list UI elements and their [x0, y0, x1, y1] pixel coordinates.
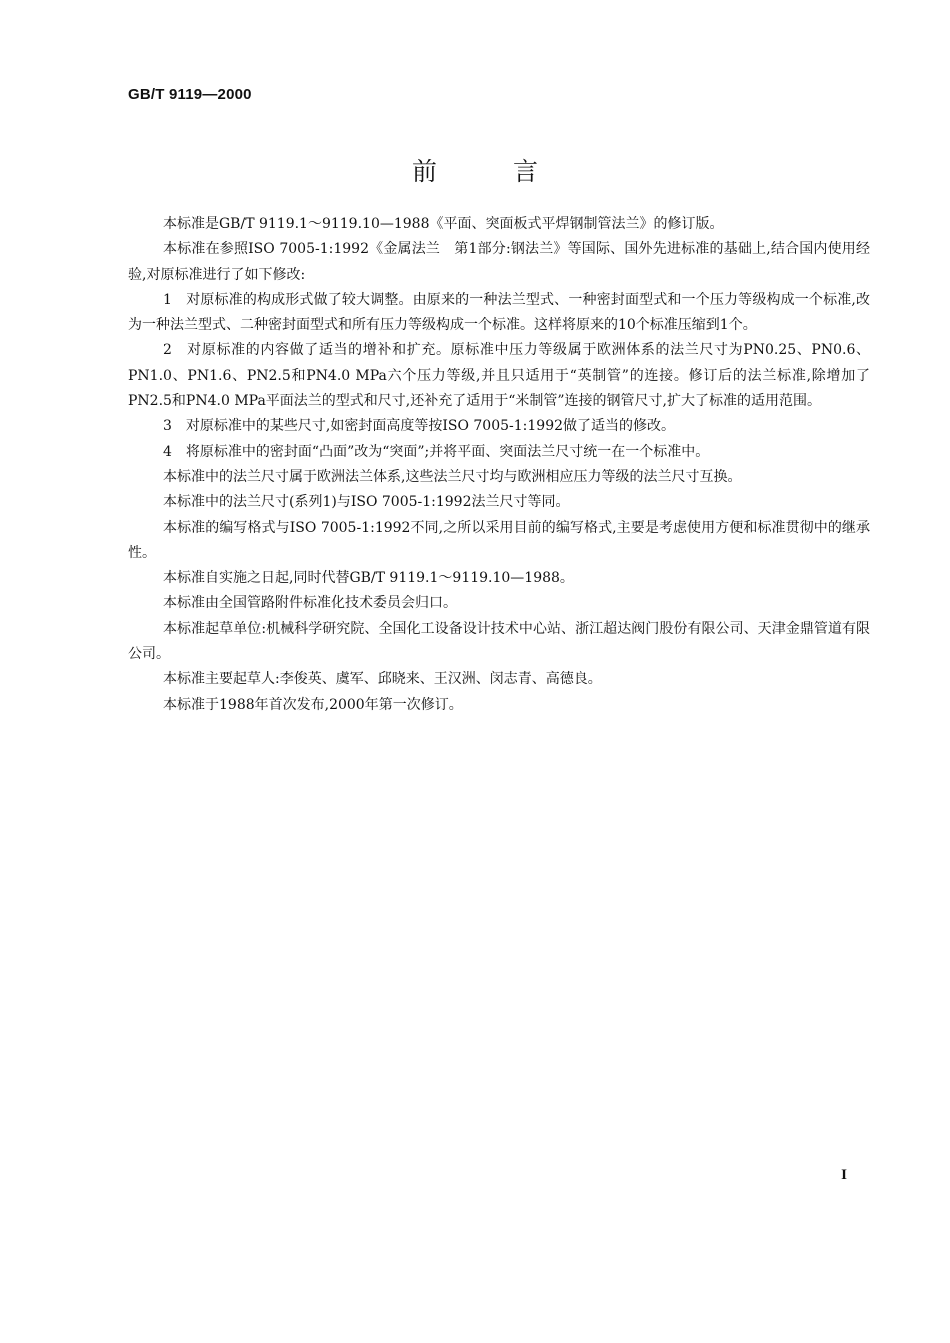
paragraph-publication-history: 本标准于1988年首次发布,2000年第一次修订。 — [163, 696, 463, 713]
paragraph-change-4: 4 将原标准中的密封面“凸面”改为“突面”;并将平面、突面法兰尺寸统一在一个标准中。 — [163, 443, 710, 460]
paragraph-change-3: 3 对原标准中的某些尺寸,如密封面高度等按ISO 7005-1:1992做了适当的修改。 — [163, 418, 676, 435]
paragraph-flange-system: 本标准中的法兰尺寸属于欧洲法兰体系,这些法兰尺寸均与欧洲相应压力等级的法兰尺寸互换。 — [163, 468, 742, 485]
paragraph-drafting-units: 本标准起草单位:机械科学研究院、全国化工设备设计技术中心站、浙江超达阀门股份有限公司、天津金鼎管道有限公司。 — [128, 620, 870, 663]
page-title-char-2: 言 — [513, 157, 539, 186]
paragraph-format: 本标准的编写格式与ISO 7005-1:1992不同,之所以采用目前的编写格式,主要是考虑使用方便和标准贯彻中的继承性。 — [128, 519, 870, 561]
paragraph-drafters: 本标准主要起草人:李俊英、虞军、邱晓来、王汉洲、闵志青、高德良。 — [163, 671, 602, 688]
page-title — [0, 152, 950, 188]
standard-code: GB/T 9119—2000 — [128, 86, 252, 103]
page-title-char-1: 前 — [411, 157, 437, 186]
paragraph-change-2: 2 对原标准的内容做了适当的增补和扩充。原标准中压力等级属于欧洲体系的法兰尺寸为PN0.25、PN0.6、PN1.0、PN1.6、PN2.5和PN4.0 MPa六个压力等级,并且只适用于“英制管”的连接。修订后的法兰标准,除增加了PN2.5和PN4.0 MPa平面法兰的型式和尺寸,还补充了适用于“米制管”连接的钢管尺寸,扩大了标准的适用范围。 — [128, 342, 870, 410]
paragraph-reference-standards: 本标准在参照ISO 7005-1:1992《金属法兰 第1部分:钢法兰》等国际、国外先进标准的基础上,结合国内使用经验,对原标准进行了如下修改: — [128, 241, 870, 283]
paragraph-committee: 本标准由全国管路附件标准化技术委员会归口。 — [163, 595, 457, 612]
page-number: I — [841, 1167, 847, 1183]
paragraph-replaces: 本标准自实施之日起,同时代替GB/T 9119.1～9119.10—1988。 — [163, 570, 574, 587]
paragraph-series-1: 本标准中的法兰尺寸(系列1)与ISO 7005-1:1992法兰尺寸等同。 — [163, 494, 570, 511]
paragraph-revision-of: 本标准是GB/T 9119.1～9119.10—1988《平面、突面板式平焊钢制管法兰》的修订版。 — [163, 216, 724, 232]
foreword-body — [128, 212, 870, 718]
paragraph-change-1: 1 对原标准的构成形式做了较大调整。由原来的一种法兰型式、一种密封面型式和一个压力等级构成一个标准,改为一种法兰型式、二种密封面型式和所有压力等级构成一个标准。这样将原来的10个标准压缩到1个。 — [128, 291, 870, 334]
